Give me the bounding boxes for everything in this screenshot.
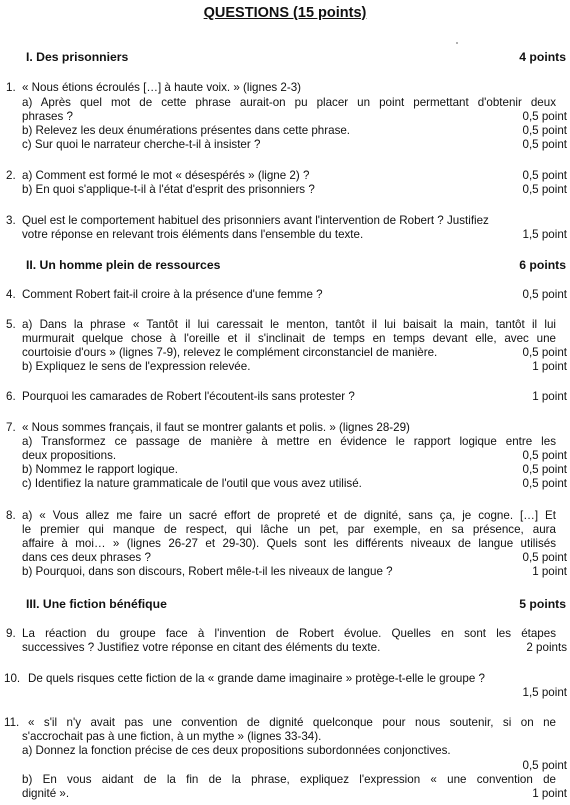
question-11-line2: s'accrochait pas à une fiction, à un mythe » (lignes 33-34). xyxy=(22,730,322,743)
question-1a-line2 xyxy=(22,110,567,124)
question-points: 0,5 point xyxy=(522,124,567,137)
question-points: 1,5 point xyxy=(522,686,567,699)
question-8b xyxy=(22,565,567,579)
question-9-line2 xyxy=(22,641,567,655)
question-points: 0,5 point xyxy=(522,288,567,301)
question-text: « s'il n'y avait pas une convention de dignité quelconque pour nous soutenir, si on ne xyxy=(28,716,556,729)
question-7a-line2 xyxy=(22,449,567,463)
question-number: 10. xyxy=(4,672,21,685)
question-text: La réaction du groupe face à l'invention de Robert évolue. Quelles en sont les étapes xyxy=(22,627,556,640)
question-text: votre réponse en relevant trois éléments dans l'ensemble du texte. xyxy=(22,228,364,241)
question-number: 2. xyxy=(6,169,16,182)
question-points: 0,5 point xyxy=(522,346,567,359)
question-5b xyxy=(22,360,567,374)
question-number: 8. xyxy=(6,509,16,522)
question-points: 1 point xyxy=(532,787,567,800)
question-points: 0,5 point xyxy=(522,551,567,564)
question-text: phrases ? xyxy=(22,110,73,123)
question-text: deux propositions. xyxy=(22,449,117,462)
question-7-intro xyxy=(6,421,567,435)
question-1c xyxy=(22,138,567,152)
question-points: 0,5 point xyxy=(522,477,567,490)
question-8a-line1 xyxy=(6,509,556,523)
question-text: b) Pourquoi, dans son discours, Robert mêle-t-il les niveaux de langue ? xyxy=(22,565,393,578)
question-points: 2 points xyxy=(526,641,567,654)
question-text: b) En quoi s'applique-t-il à l'état d'esprit des prisonniers ? xyxy=(22,183,315,196)
question-number: 3. xyxy=(6,214,16,227)
section-label: I. Des prisonniers xyxy=(26,50,129,64)
question-text: successives ? Justifiez votre réponse en citant des éléments du texte. xyxy=(22,641,381,654)
question-text: « Nous étions écroulés […] à haute voix. » (lignes 2-3) xyxy=(22,81,302,94)
question-5a-line3 xyxy=(22,346,567,360)
question-text: Comment Robert fait-il croire à la présence d'une femme ? xyxy=(22,288,323,301)
question-1a-line1: a) Après quel mot de cette phrase aurait-on pu placer un point permettant d'obtenir deux xyxy=(22,96,556,109)
question-text: Quel est le comportement habituel des prisonniers avant l'intervention de Robert ? Justifiez xyxy=(22,214,489,227)
question-points: 0,5 point xyxy=(522,759,567,772)
question-11-line1 xyxy=(4,716,556,730)
question-text: a) Comment est formé le mot « désespérés » (ligne 2) ? xyxy=(22,169,310,182)
question-8a-line4 xyxy=(22,551,567,565)
question-9-line1 xyxy=(6,627,556,641)
question-6 xyxy=(6,390,567,404)
section-label: II. Un homme plein de ressources xyxy=(26,258,221,272)
section-heading-1 xyxy=(26,50,566,64)
question-text: a) Dans la phrase « Tantôt il lui caressait le menton, tantôt il lui baisait la main, tantôt il lui xyxy=(22,318,556,331)
question-text: De quels risques cette fiction de la « grande dame imaginaire » protège-t-elle le groupe ? xyxy=(28,672,485,685)
question-11a: a) Donnez la fonction précise de ces deux propositions subordonnées conjonctives. xyxy=(22,744,451,757)
question-1-intro xyxy=(6,81,567,95)
question-1b xyxy=(22,124,567,138)
question-text: a) « Vous allez me faire un sacré effort de propreté et de dignité, sans ça, je cogne. […] Et xyxy=(22,509,556,522)
question-7c xyxy=(22,477,567,491)
question-points: 1 point xyxy=(532,360,567,373)
question-number: 6. xyxy=(6,390,16,403)
question-3-line2 xyxy=(22,228,567,242)
question-text: Pourquoi les camarades de Robert l'écoutent-ils sans protester ? xyxy=(22,390,355,403)
question-5a-line1 xyxy=(6,318,556,332)
section-points: 5 points xyxy=(519,597,566,611)
question-text: b) Expliquez le sens de l'expression relevée. xyxy=(22,360,251,373)
question-7a-line1: a) Transformez ce passage de manière à mettre en évidence le rapport logique entre les xyxy=(22,435,556,448)
question-text: b) Relevez les deux énumérations présentes dans cette phrase. xyxy=(22,124,351,137)
question-4 xyxy=(6,288,567,302)
question-number: 9. xyxy=(6,627,16,640)
question-text: dans ces deux phrases ? xyxy=(22,551,151,564)
question-points: 0,5 point xyxy=(522,169,567,182)
question-points: 0,5 point xyxy=(522,110,567,123)
question-points: 1 point xyxy=(532,565,567,578)
section-heading-3 xyxy=(26,597,566,611)
question-text: b) Nommez le rapport logique. xyxy=(22,463,178,476)
question-points: 0,5 point xyxy=(522,138,567,151)
section-points: 4 points xyxy=(519,50,566,64)
question-11b-line2 xyxy=(22,787,567,801)
question-2b xyxy=(22,183,567,197)
question-3-line1 xyxy=(6,214,567,228)
question-text: c) Identifiez la nature grammaticale de l'outil que vous avez utilisé. xyxy=(22,477,362,490)
question-11b-line1: b) En vous aidant de la fin de la phrase, expliquez l'expression « une convention de xyxy=(22,773,556,786)
question-5a-line2: murmurait quelque chose à l'oreille et il s'inclinait de temps en temps devant elle, avec une xyxy=(22,332,556,345)
speck-mark xyxy=(456,42,458,44)
question-text: courtoisie d'ours » (lignes 7-9), relevez le complément circonstanciel de manière. xyxy=(22,346,438,359)
section-points: 6 points xyxy=(519,258,566,272)
question-points: 0,5 point xyxy=(522,449,567,462)
question-number: 1. xyxy=(6,81,16,94)
question-10 xyxy=(4,672,567,686)
section-label: III. Une fiction bénéfique xyxy=(26,597,167,611)
question-number: 11. xyxy=(4,716,20,729)
question-text: c) Sur quoi le narrateur cherche-t-il à insister ? xyxy=(22,138,261,151)
question-number: 5. xyxy=(6,318,16,331)
question-7b xyxy=(22,463,567,477)
question-points: 0,5 point xyxy=(522,183,567,196)
page-title: QUESTIONS (15 points) xyxy=(203,5,367,21)
question-points: 1,5 point xyxy=(522,228,567,241)
question-number: 7. xyxy=(6,421,16,434)
question-text: « Nous sommes français, il faut se montrer galants et polis. » (lignes 28-29) xyxy=(22,421,410,434)
section-heading-2 xyxy=(26,258,566,272)
question-text: dignité ». xyxy=(22,787,70,800)
question-number: 4. xyxy=(6,288,16,301)
question-8a-line3: affaire à moi… » (lignes 26-27 et 29-30). Quels sont les différents niveaux de langue utilisés xyxy=(22,537,556,550)
question-points: 1 point xyxy=(532,390,567,403)
question-8a-line2: le premier qui manque de respect, qui lâche un pet, par exemple, en sa présence, aura xyxy=(22,523,556,536)
question-points: 0,5 point xyxy=(522,463,567,476)
question-2a xyxy=(6,169,567,183)
